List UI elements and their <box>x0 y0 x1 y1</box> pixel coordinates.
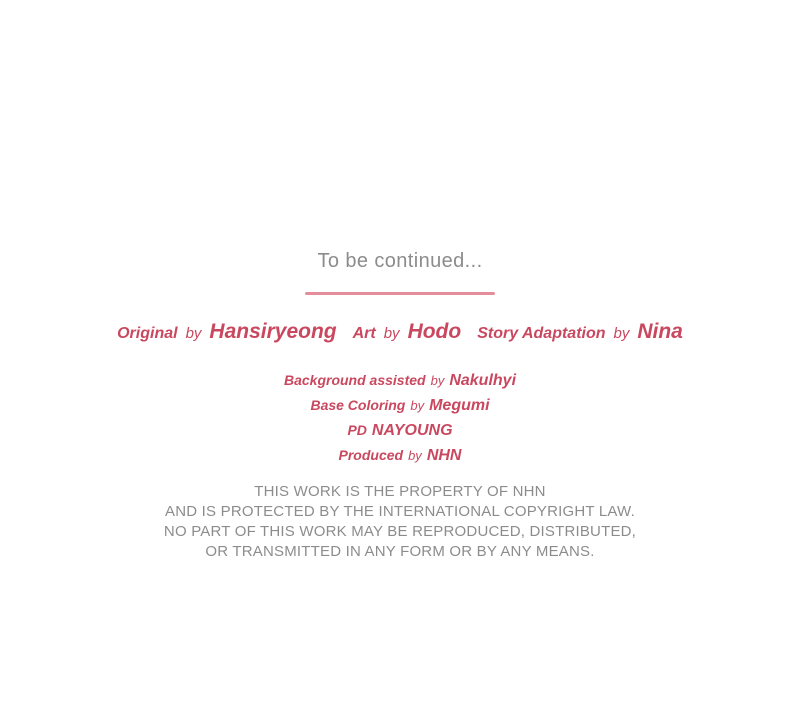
credit-role-produced: Produced <box>338 447 404 463</box>
credit-line-pd <box>0 418 800 443</box>
credit-by-background: by <box>430 373 445 388</box>
copyright-line: AND IS PROTECTED BY THE INTERNATIONAL COPYRIGHT LAW. <box>165 503 635 520</box>
credit-by-art: by <box>383 325 400 342</box>
credit-name-art: Hodo <box>407 320 462 343</box>
credit-role-original: Original <box>117 325 178 342</box>
copyright-line: THIS WORK IS THE PROPERTY OF NHN <box>254 483 546 500</box>
credit-line-background <box>0 368 800 393</box>
main-credits <box>0 320 800 344</box>
copyright-line: OR TRANSMITTED IN ANY FORM OR BY ANY MEANS. <box>205 543 595 560</box>
to-be-continued-block <box>0 248 800 295</box>
credit-by-story-adaptation: by <box>613 325 630 342</box>
credit-role-art: Art <box>352 325 376 342</box>
credit-name-background: Nakulhyi <box>449 372 517 389</box>
credit-name-produced: NHN <box>426 447 462 464</box>
credit-line-base-coloring <box>0 393 800 418</box>
credit-role-pd: PD <box>347 422 367 438</box>
credit-name-original: Hansiryeong <box>209 320 337 343</box>
secondary-credits <box>0 368 800 468</box>
credit-by-original: by <box>185 325 202 342</box>
credit-by-base-coloring: by <box>410 398 425 413</box>
credit-by-produced: by <box>408 448 422 463</box>
credit-name-story-adaptation: Nina <box>637 320 683 343</box>
credit-name-pd: NAYOUNG <box>371 422 453 439</box>
credit-role-background: Background assisted <box>283 372 426 388</box>
credit-name-base-coloring: Megumi <box>429 397 490 414</box>
to-be-continued-text: To be continued... <box>317 250 483 272</box>
credit-line-produced <box>0 443 800 468</box>
credit-role-base-coloring: Base Coloring <box>310 397 406 413</box>
copyright-notice <box>0 482 800 562</box>
credit-role-story-adaptation: Story Adaptation <box>477 325 606 342</box>
divider-rule <box>305 292 495 295</box>
copyright-line: NO PART OF THIS WORK MAY BE REPRODUCED, DISTRIBUTED, <box>163 523 637 540</box>
